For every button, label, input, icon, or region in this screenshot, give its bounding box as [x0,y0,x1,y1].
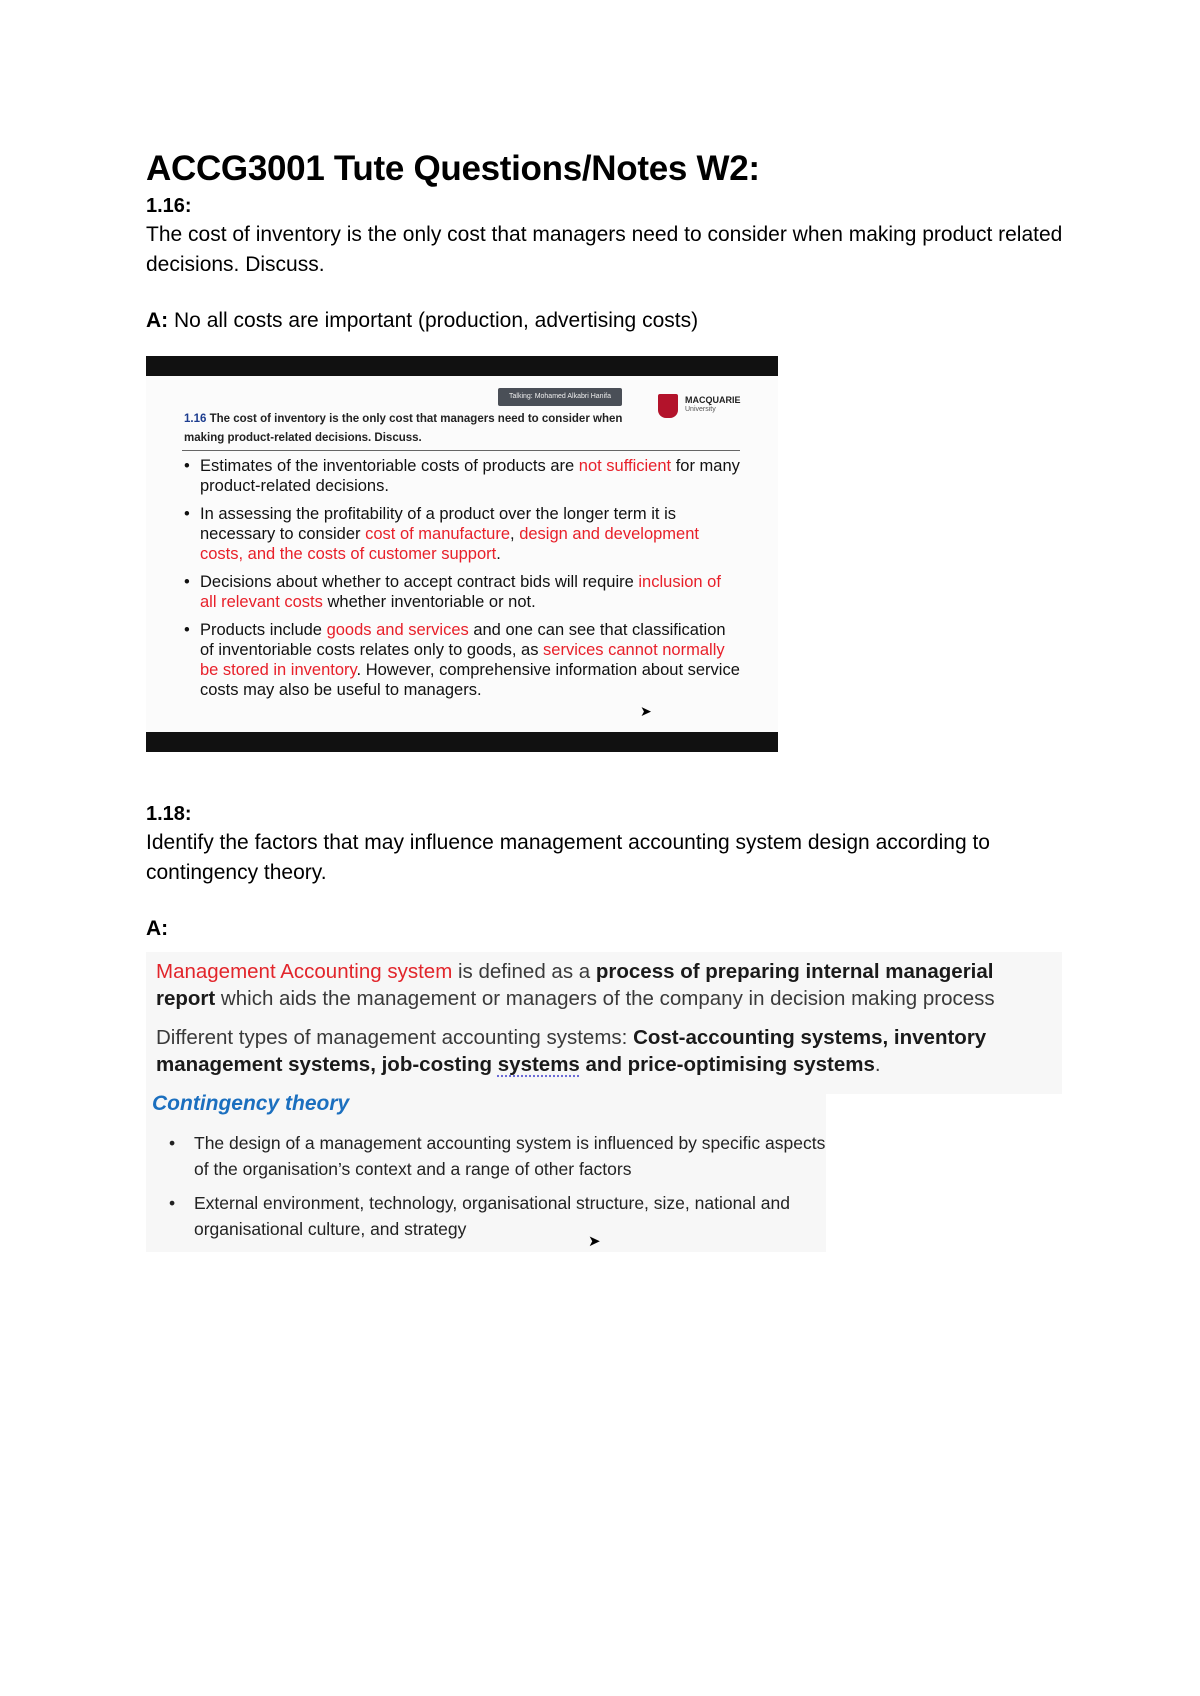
slide-heading-text: The cost of inventory is the only cost that managers need to consider when making product-related decisions. Discuss. [184,413,623,444]
shield-icon [658,394,678,418]
question-text-1: The cost of inventory is the only cost that managers need to consider when making product related decisions. Discuss. [146,223,1063,276]
talking-badge: Talking: Mohamed Alkabri Hanifa [498,388,622,406]
logo-name: MACQUARIE [685,395,741,405]
document-title: ACCG3001 Tute Questions/Notes W2: [146,149,760,188]
logo-sub: University [685,406,716,413]
mouse-cursor-icon: ➤ [640,703,652,719]
answer-label-1: A: [146,309,169,332]
document-body [146,148,1066,336]
answer-2 [146,914,1066,944]
question-number-2: 1.18: [146,803,192,825]
list-item: • The design of a management accounting system is influenced by specific aspects of the organisation’s context and a range of other factors [166,1130,826,1182]
question-2-block [146,798,1066,944]
list-item: • External environment, technology, organisational structure, size, national and organisational culture, and strategy [166,1190,826,1242]
mouse-cursor-icon: ➤ [588,1233,601,1250]
list-item: • Products include goods and services and one can see that classification of inventoriable costs relates only to goods, as services cannot normally be stored in inventory. However, comprehensive information about service costs may also be useful to managers. [182,620,742,700]
question-number-1: 1.16: [146,195,192,217]
slide-screenshot-2 [146,952,1062,1252]
system-types-text: Different types of management accounting systems: Cost-accounting systems, inventory management systems, job-costing systems and price-optimising systems. [156,1026,987,1076]
list-item: • Estimates of the inventoriable costs of products are not sufficient for many product-related decisions. [182,456,742,496]
answer-1 [146,306,1066,336]
slide-content [146,376,778,732]
list-item: • Decisions about whether to accept contract bids will require inclusion of all relevant costs whether inventoriable or not. [182,572,742,612]
question-text-2: Identify the factors that may influence management accounting system design according to contingency theory. [146,831,990,884]
answer-label-2: A: [146,917,169,940]
list-item: • In assessing the profitability of a product over the longer term it is necessary to consider cost of manufacture, design and development costs, and the costs of customer support. [182,504,742,564]
answer-text-1: No all costs are important (production, advertising costs) [174,309,699,332]
contingency-heading: Contingency theory [152,1092,350,1115]
slide-heading [184,410,654,448]
slide-screenshot-1 [146,356,778,752]
university-logo [658,394,768,420]
definition-text: Management Accounting system is defined as a process of preparing internal managerial report which aids the management or managers of the company in decision making process [156,960,995,1010]
contingency-bullet-list [166,1130,826,1250]
slide-heading-number: 1.16 [184,413,207,425]
slide-bullet-list [182,456,742,708]
divider [182,450,740,451]
